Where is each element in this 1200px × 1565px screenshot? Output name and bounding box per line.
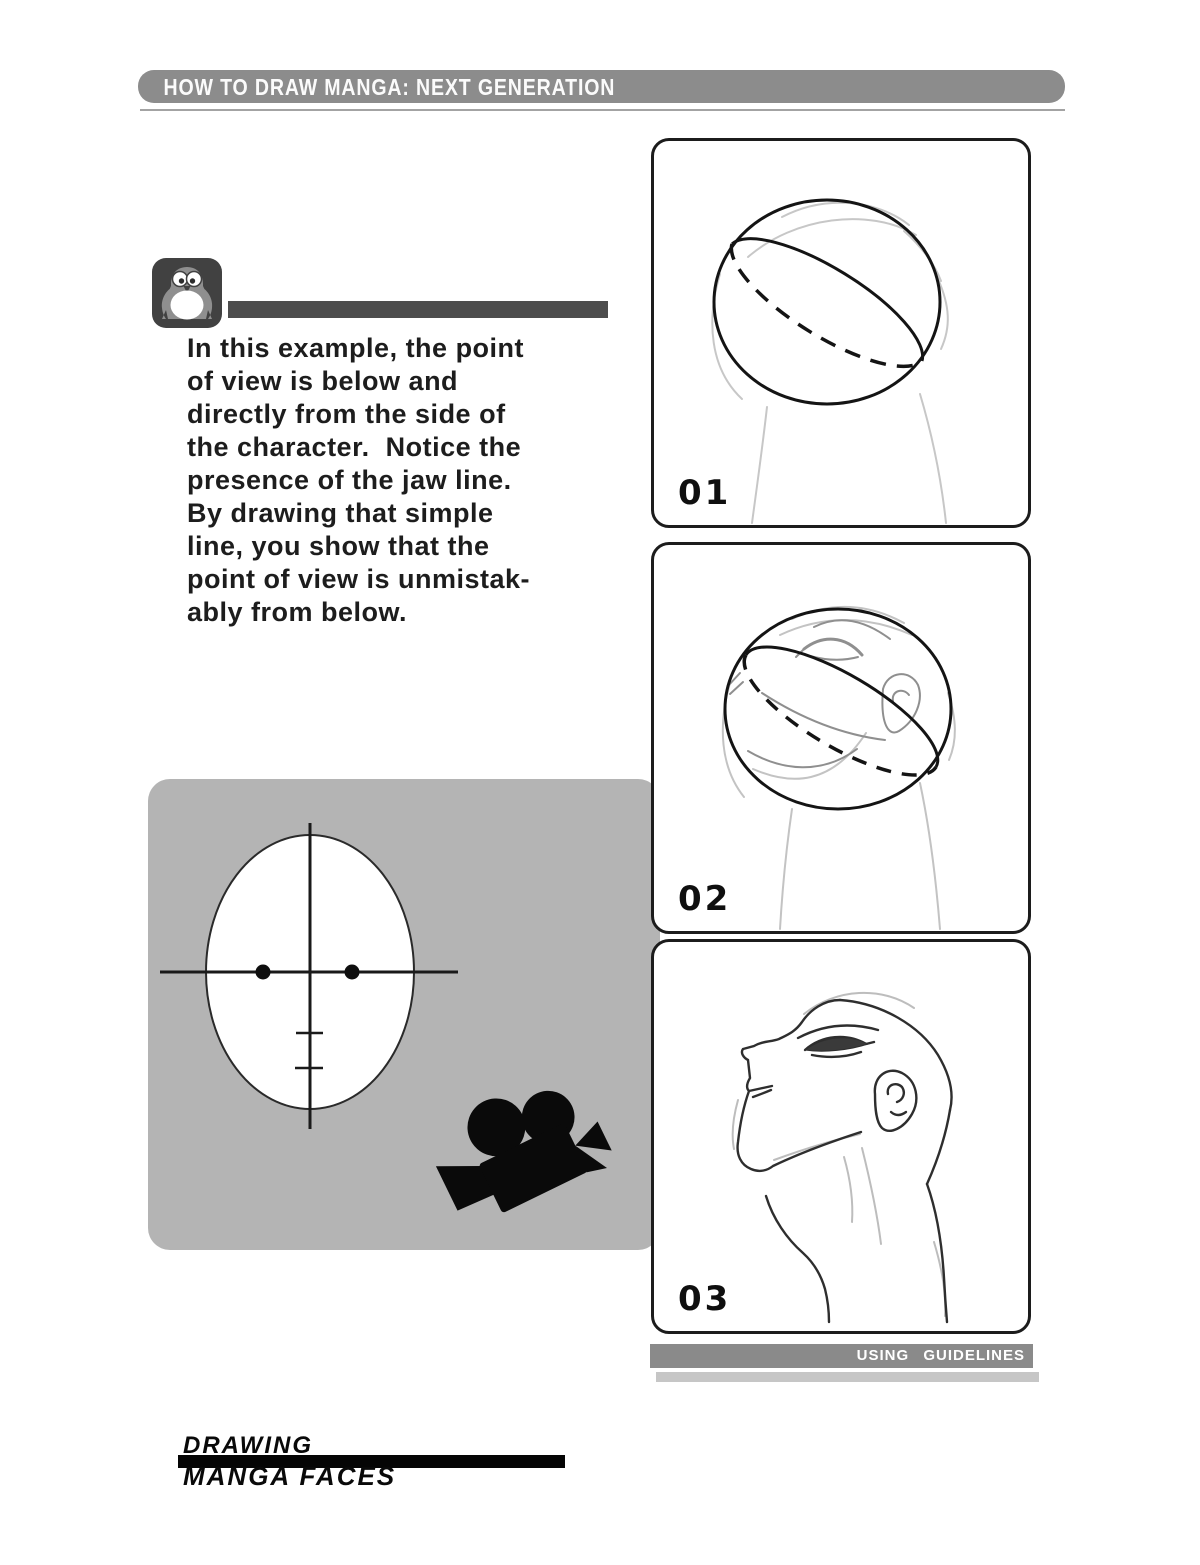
intro-paragraph [187,332,657,629]
step-panel-1 [651,138,1031,528]
face-guideline [160,823,458,1129]
step-panel-3 [651,939,1031,1334]
penguin-icon [152,258,222,328]
step2-sketch [654,545,1028,931]
page-title: HOW TO DRAW MANGA: NEXT GENERATION [163,74,616,100]
step-panel-2 [651,542,1031,934]
guideline-box [148,779,660,1250]
section-footer-label: USING GUIDELINES [856,1347,1025,1364]
step1-sketch [654,141,1028,525]
intro-line: the character. Notice the [187,432,522,462]
step-number: 03 [678,1279,732,1319]
section-footer-bar [650,1344,1033,1368]
intro-line: directly from the side of [187,399,506,429]
intro-line: point of view is unmistak- [187,564,531,594]
step3-sketch [654,942,1028,1331]
section-footer-underbar [656,1372,1039,1382]
footer-title-line1: DRAWING [183,1432,313,1459]
header-bar [138,70,1065,103]
intro-line: By drawing that simple [187,498,494,528]
intro-line: presence of the jaw line. [187,465,512,495]
intro-heading-bar [228,301,608,318]
intro-line: ably from below. [187,597,408,627]
intro-line: line, you show that the [187,531,490,561]
step-number: 01 [678,473,732,513]
footer-title-line2: MANGA FACES [183,1461,397,1491]
movie-camera-icon [420,1060,618,1235]
step-number: 02 [678,879,732,919]
intro-line: In this example, the point [187,333,525,363]
header-underline [140,109,1065,111]
intro-line: of view is below and [187,366,459,396]
